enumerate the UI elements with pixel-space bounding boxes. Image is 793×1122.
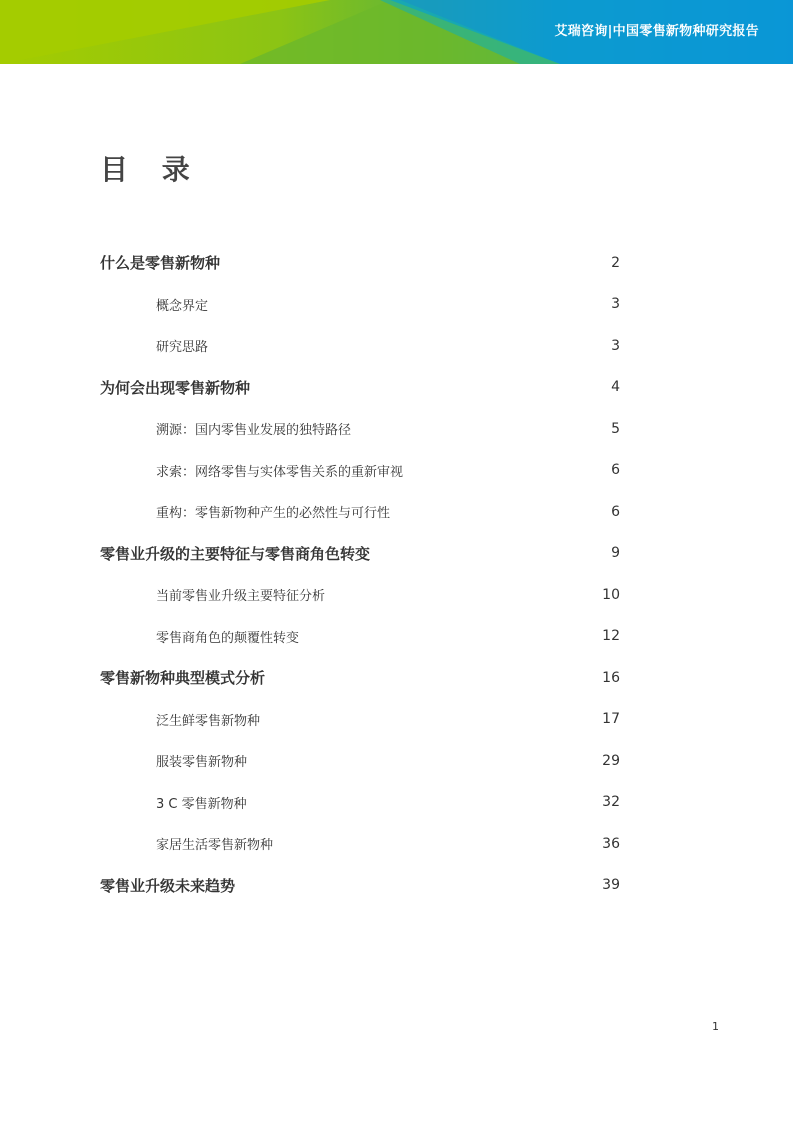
toc-section-entry[interactable] [100, 408, 620, 450]
toc-entry-page: 9 [611, 545, 620, 562]
toc-section-entry[interactable] [100, 325, 620, 367]
toc-entry-page: 3 [611, 337, 620, 354]
toc-section-entry[interactable] [100, 740, 620, 782]
toc-chapter-entry[interactable] [100, 367, 620, 409]
toc-chapter-entry[interactable] [100, 865, 620, 907]
toc-entry-page: 17 [602, 711, 620, 728]
toc-entry-label: 服装零售新物种 [156, 755, 248, 771]
toc-entry-label: 泛生鲜零售新物种 [156, 713, 261, 729]
header-banner [0, 0, 793, 64]
toc-entry-label: 重构：零售新物种产生的必然性与可行性 [156, 506, 391, 522]
toc-entry-page: 16 [602, 669, 620, 686]
toc-entry-page: 6 [611, 503, 620, 520]
toc-section-entry[interactable] [100, 616, 620, 658]
toc-entry-label: 溯源：国内零售业发展的独特路径 [156, 423, 352, 439]
toc-section-entry[interactable] [100, 450, 620, 492]
toc-entry-page: 6 [611, 462, 620, 479]
toc-entry-label: 研究思路 [156, 340, 209, 356]
toc-entry-page: 39 [602, 877, 620, 894]
toc-section-entry[interactable] [100, 284, 620, 326]
toc-section-entry[interactable] [100, 782, 620, 824]
report-title: 艾瑞咨询|中国零售新物种研究报告 [554, 24, 759, 39]
toc-entry-label: 家居生活零售新物种 [156, 838, 274, 854]
toc-entry-label: 什么是零售新物种 [100, 254, 221, 273]
toc-entry-label: 为何会出现零售新物种 [100, 378, 251, 397]
toc-entry-label: 当前零售业升级主要特征分析 [156, 589, 326, 605]
page-number: 1 [712, 1020, 719, 1033]
toc-entry-page: 3 [611, 296, 620, 313]
toc-chapter-entry[interactable] [100, 657, 620, 699]
table-of-contents [100, 242, 620, 906]
toc-entry-page: 2 [611, 254, 620, 271]
toc-chapter-entry[interactable] [100, 533, 620, 575]
toc-entry-page: 12 [602, 628, 620, 645]
toc-section-entry[interactable] [100, 574, 620, 616]
toc-entry-label: 零售新物种典型模式分析 [100, 669, 266, 688]
toc-entry-label: 零售业升级的主要特征与零售商角色转变 [100, 544, 371, 563]
toc-entry-page: 4 [611, 379, 620, 396]
toc-entry-page: 5 [611, 420, 620, 437]
toc-entry-label: 零售业升级未来趋势 [100, 876, 236, 895]
toc-section-entry[interactable] [100, 491, 620, 533]
toc-entry-label: 概念界定 [156, 298, 209, 314]
toc-entry-page: 29 [602, 752, 620, 769]
toc-entry-page: 32 [602, 794, 620, 811]
toc-entry-label: 零售商角色的颠覆性转变 [156, 630, 300, 646]
toc-entry-label: 求索：网络零售与实体零售关系的重新审视 [156, 464, 404, 480]
toc-section-entry[interactable] [100, 699, 620, 741]
toc-chapter-entry[interactable] [100, 242, 620, 284]
toc-entry-page: 36 [602, 835, 620, 852]
toc-entry-page: 10 [602, 586, 620, 603]
toc-entry-label: 3 C 零售新物种 [156, 796, 247, 812]
toc-section-entry[interactable] [100, 823, 620, 865]
toc-heading: 目 录 [100, 153, 202, 186]
